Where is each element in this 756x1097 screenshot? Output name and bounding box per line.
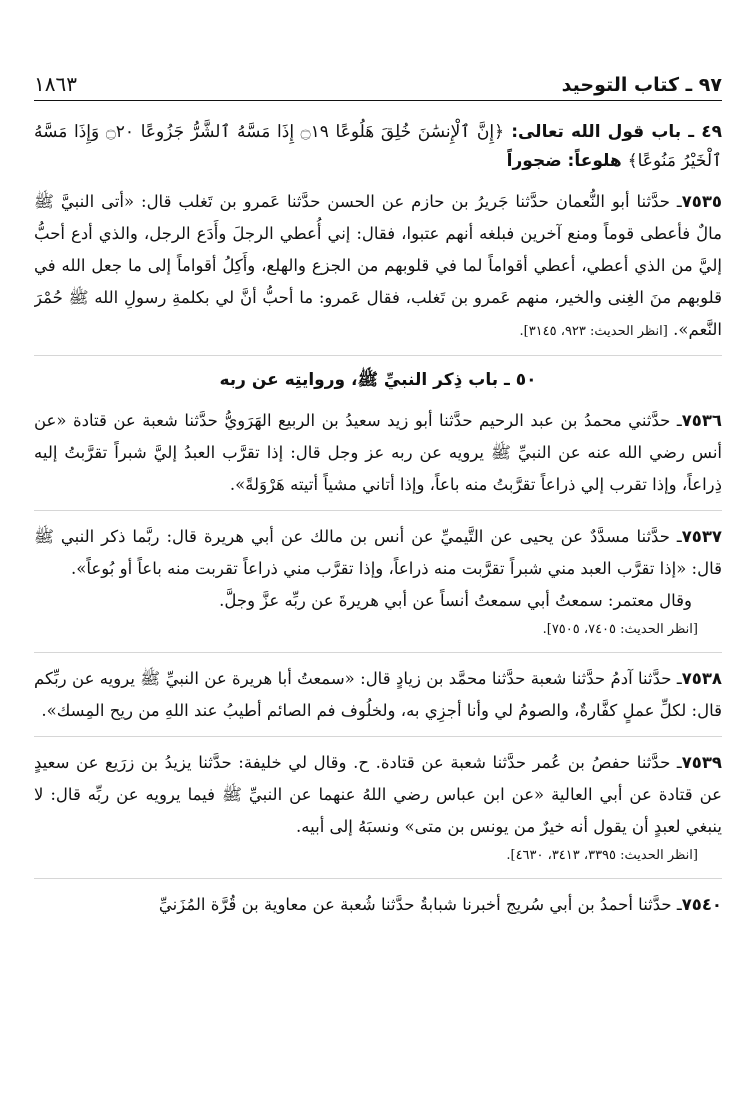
cross-reference: [انظر الحديث: ٣٣٩٥، ٣٤١٣، ٤٦٣٠]. <box>506 848 698 863</box>
hadith-7540 <box>34 889 722 921</box>
divider <box>34 736 722 737</box>
hadith-number: ٧٥٣٦ <box>681 411 722 430</box>
divider <box>34 355 722 356</box>
hadith-7537 <box>34 521 722 585</box>
hadith-text: ـ حدَّثنا حفصُ بن عُمر حدَّثنا شعبة عن قتادة. ح. وقال لي خليفة: حدَّثنا يزيدُ بن زرَيع عن سعيدٍ عن قتادة عن أبي العالية «عن ابن عباس رضي اللهُ عنهما عن النبيِّ ﷺ فيما يرويه عن ربِّه قال: لا ينبغي لعبدٍ أن يقول أنه خيرٌ من يونس بن متى» ونسبَهُ إلى أبيه. <box>34 753 722 836</box>
hadith-number: ٧٥٤٠ <box>681 895 722 914</box>
hadith-7536 <box>34 405 722 501</box>
divider <box>34 510 722 511</box>
cross-reference: [انظر الحديث: ٩٢٣، ٣١٤٥]. <box>519 324 668 339</box>
hadith-number: ٧٥٣٩ <box>681 753 722 772</box>
divider <box>34 878 722 879</box>
hadith-number: ٧٥٣٨ <box>681 669 722 688</box>
chapter-title: ٤٩ ـ باب قول الله تعالى: <box>511 122 722 142</box>
hadith-text: ـ حدَّثنا أحمدُ بن أبي سُريج أخبرنا شبابةُ حدَّثنا شُعبة عن معاوية بن قُرَّة المُزَنيِّ <box>158 895 682 914</box>
hadith-number: ٧٥٣٥ <box>681 192 722 211</box>
running-header <box>34 58 722 101</box>
hadith-text: ـ حدَّثنا مسدَّدٌ عن يحيى عن التَّيميِّ عن أنس بن مالك عن أبي هريرة قال: ربَّما ذكر النبي ﷺ قال: «إذا تقرَّب العبد مني شبراً تقرَّبت منه ذراعاً، وإذا تقرَّب مني ذراعاً تقربت منه باعاً أو بُوعاً». <box>34 527 722 578</box>
chapter-heading-50: ٥٠ ـ باب ذِكر النبيِّ ﷺ، وروايتِه عن ربه <box>219 370 537 390</box>
narrator-note: وقال معتمر: سمعتُ أبي سمعتُ أنساً عن أبي هريرةَ عن ربِّه عزَّ وجلَّ. <box>219 591 692 610</box>
divider <box>34 652 722 653</box>
quran-verse: ﴿إِنَّ ٱلْإِنسَٰنَ خُلِقَ هَلُوعًا ۝١٩ إِذَا مَسَّهُ ٱلشَّرُّ جَزُوعًا ۝٢٠ وَإِذَا مَسَّهُ ٱلْخَيْرُ مَنُوعًا﴾ <box>34 122 722 171</box>
chapter-heading-49 <box>34 118 722 176</box>
hadith-text: ـ حدَّثنا أبو النُّعمان حدَّثنا جَريرُ بن حازم عن الحسن حدَّثنا عَمرو بن تَغلب قال: «أتى النبيَّ ﷺ مالٌ فأعطى قوماً ومنع آخرين فبلغه أنهم عتبوا، فقال: إني أُعطي الرجلَ وأَدَع الرجل، والذي أدع أحبُّ إليَّ من الذي أعطي، أعطي أقواماً لما في قلوبهم من الجزع والهلع، وأَكِلُ أقواماً إلى ما جعل الله في قلوبهم منَ الغِنى والخير، منهم عَمرو بن تَغلب، فقال عَمرو: ما أحبُّ أنَّ لي بكلمةِ رسولِ الله ﷺ حُمْرَ النَّعم». <box>34 192 722 339</box>
hadith-text: ـ حدَّثنا آدمُ حدَّثنا شعبة حدَّثنا محمَّد بن زيادٍ قال: «سمعتُ أبا هريرة عن النبيِّ ﷺ يرويه عن ربِّكم قال: لكلِّ عملٍ كفَّارةٌ، والصومُ لي وأنا أجزِي به، ولخلُوف فم الصائم أطيبُ عند اللهِ من ريح المِسك». <box>34 669 722 720</box>
hadith-7539 <box>34 747 722 843</box>
hadith-text: ـ حدَّثني محمدُ بن عبد الرحيم حدَّثنا أبو زيد سعيدُ بن الربيع الهَرَويُّ حدَّثنا شعبة عن قتادة «عن أنس رضي الله عنه عن النبيِّ ﷺ يرويه عن ربه عز وجل قال: إذا تقرَّب العبدُ إليَّ شبراً تقرَّبتُ إليه ذِراعاً، وإذا تقرب إلي ذراعاً تقرَّبتُ منه باعاً، وإذا أتاني مشياً أتيته هَرْوَلةً». <box>34 411 722 494</box>
page-body <box>34 118 722 1097</box>
cross-reference: [انظر الحديث: ٧٤٠٥، ٧٥٠٥]. <box>542 622 698 637</box>
chapter-gloss: هلوعاً: ضجوراً <box>506 151 622 171</box>
book-title: ٩٧ ـ كتاب التوحيد <box>561 74 722 96</box>
hadith-number: ٧٥٣٧ <box>681 527 722 546</box>
hadith-7535 <box>34 186 722 346</box>
hadith-7538 <box>34 663 722 727</box>
page-number: ١٨٦٣ <box>34 72 77 96</box>
